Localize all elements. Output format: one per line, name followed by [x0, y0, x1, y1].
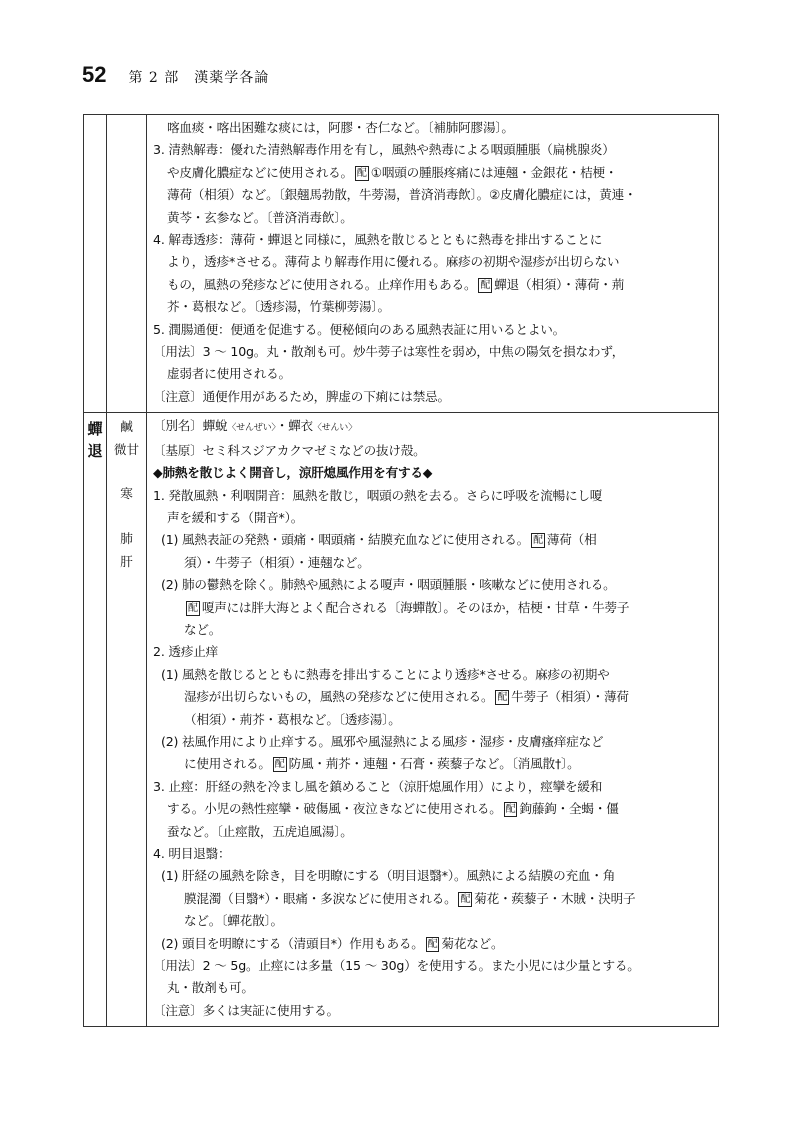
- page-header: [82, 62, 269, 88]
- text-line: 丸・散剤も可。: [167, 980, 254, 996]
- text-line: (1) 風熱表証の発熱・頭痛・咽頭痛・結膜充血などに使用される。 配 薄荷（相: [161, 532, 597, 548]
- summary-heading: ◆肺熱を散じよく開音し，涼肝熄風作用を有する◆: [153, 465, 433, 481]
- herb-name-char: 蟬: [87, 420, 103, 439]
- section-title: 第 2 部 漢薬学各論: [128, 70, 270, 86]
- herb-name-char: 退: [87, 442, 103, 461]
- caution-line: 〔注意〕通便作用があるため，脾虚の下痢には禁忌。: [153, 388, 450, 404]
- text-line: 5. 潤腸通便：便通を促進する。便秘傾向のある風熱表証に用いるとよい。: [153, 321, 566, 337]
- text-line: や皮膚化膿症などに使用される。 配 ①咽頭の腫脹疼痛には連翹・金銀花・桔梗・: [167, 164, 618, 180]
- usage-line: 〔用法〕2 ～ 5g。止痙には多量（15 ～ 30g）を使用する。また小児には少量とする。: [153, 958, 640, 974]
- haifu-icon: 配: [533, 535, 543, 547]
- text-line: に使用される。 配 防風・荊芥・連翹・石膏・蒺藜子など。〔消風散†〕。: [184, 756, 580, 772]
- text-line: 1. 発散風熱・利咽開音：風熱を散じ，咽頭の熱を去る。さらに呼吸を流暢にし嗄: [153, 487, 603, 503]
- haifu-icon: 配: [188, 602, 198, 614]
- property-meridian: 肝: [120, 553, 133, 569]
- usage-line: 〔用法〕3 ～ 10g。丸・散剤も可。炒牛蒡子は寒性を弱め，中焦の陽気を損なわず，: [153, 344, 625, 360]
- herb-table: [83, 114, 719, 1027]
- text-line: 蚕など。〔止痙散，五虎追風湯〕。: [167, 823, 353, 839]
- page-number: 52: [82, 62, 107, 87]
- property-taste: 微甘: [113, 441, 140, 457]
- text-line: (1) 肝経の風熱を除き，目を明瞭にする（明目退翳*）。風熱による結膜の充血・角: [161, 868, 616, 884]
- text-line: 虚弱者に使用される。: [167, 366, 291, 382]
- alias-line: 〔別名〕蟬蛻〈せんぜい〉・蟬衣〈せんい〉: [153, 418, 357, 434]
- text-line: など。〔蟬花散〕。: [184, 913, 283, 929]
- haifu-icon: 配: [460, 893, 471, 905]
- text-line: もの，風熱の発疹などに使用される。止痒作用もある。 配 蟬退（相須）・薄荷・荊: [167, 276, 625, 292]
- haifu-icon: 配: [480, 279, 491, 291]
- continued-description: [147, 115, 719, 413]
- property-taste: 鹹: [120, 419, 133, 435]
- text-line: 4. 解毒透疹：薄荷・蟬退と同様に，風熱を散じるとともに熱毒を排出することに: [153, 232, 603, 248]
- text-line: 薄荷（相須）など。〔銀翹馬勃散，牛蒡湯，普済消毒飲〕。②皮膚化膿症には，黄連・: [167, 187, 637, 203]
- text-line: など。: [184, 621, 222, 637]
- text-line: より，透疹*させる。薄荷より解毒作用に優れる。麻疹の初期や湿疹が出切らない: [167, 254, 620, 270]
- text-line: 2. 透疹止痒: [153, 644, 218, 660]
- text-line: 3. 止痙：肝経の熱を冷まし風を鎮めること（涼肝熄風作用）により，痙攣を緩和: [153, 778, 603, 794]
- text-line: 4. 明目退翳：: [153, 846, 231, 861]
- text-line: 声を緩和する（開音*）。: [167, 509, 304, 525]
- text-line: 喀血痰・喀出困難な痰には，阿膠・杏仁など。〔補肺阿膠湯〕。: [167, 120, 514, 135]
- text-line: する。小児の熱性痙攣・破傷風・夜泣きなどに使用される。 配 鉤藤鉤・全蝎・僵: [167, 801, 619, 817]
- herb-description: [147, 413, 719, 1027]
- text-line: 黄芩・玄参など。〔普済消毒飲〕。: [167, 209, 353, 225]
- properties-cell: [107, 413, 147, 1027]
- text-line: 3. 清熱解毒：優れた清熱解毒作用を有し，風熱や熱毒による咽頭腫脹（扁桃腺炎）: [153, 142, 615, 158]
- table-row: [84, 413, 719, 1027]
- text-line: 湿疹が出切らないもの，風熱の発疹などに使用される。 配 牛蒡子（相須）・薄荷: [184, 689, 629, 705]
- text-line: (2) 肺の鬱熱を除く。肺熱や風熱による嗄声・咽頭腫脹・咳嗽などに使用される。: [161, 577, 616, 593]
- text-line: 配 嗄声には胖大海とよく配合される〔海蟬散〕。そのほか，桔梗・甘草・牛蒡子: [188, 599, 630, 615]
- text-line: （相須）・荊芥・葛根など。〔透疹湯〕。: [184, 711, 401, 727]
- property-nature: 寒: [120, 486, 133, 502]
- text-line: (1) 風熱を散じるとともに熱毒を排出することにより透疹*させる。麻疹の初期や: [161, 666, 610, 682]
- table-row: [84, 115, 719, 413]
- haifu-icon: 配: [356, 167, 367, 179]
- origin-line: 〔基原〕セミ科スジアカクマゼミなどの抜け殻。: [153, 442, 426, 458]
- text-line: (2) 頭目を明瞭にする（清頭目*）作用もある。 配 菊花など。: [161, 935, 504, 951]
- text-line: 芥・葛根など。〔透疹湯，竹葉柳蒡湯〕。: [167, 299, 390, 315]
- herb-name-cell: [84, 413, 107, 1027]
- haifu-icon: 配: [505, 804, 516, 816]
- text-line: (2) 祛風作用により止痒する。風邪や風湿熱による風疹・湿疹・皮膚瘙痒症など: [161, 733, 604, 749]
- haifu-icon: 配: [497, 692, 508, 704]
- property-meridian: 肺: [120, 531, 133, 547]
- text-line: 須）・牛蒡子（相須）・連翹など。: [184, 554, 370, 570]
- haifu-icon: 配: [274, 759, 285, 771]
- caution-line: 〔注意〕多くは実証に使用する。: [153, 1002, 339, 1018]
- haifu-icon: 配: [427, 938, 438, 950]
- text-line: 膜混濁（目翳*）・眼痛・多涙などに使用される。 配 菊花・蒺藜子・木賊・決明子: [184, 890, 636, 906]
